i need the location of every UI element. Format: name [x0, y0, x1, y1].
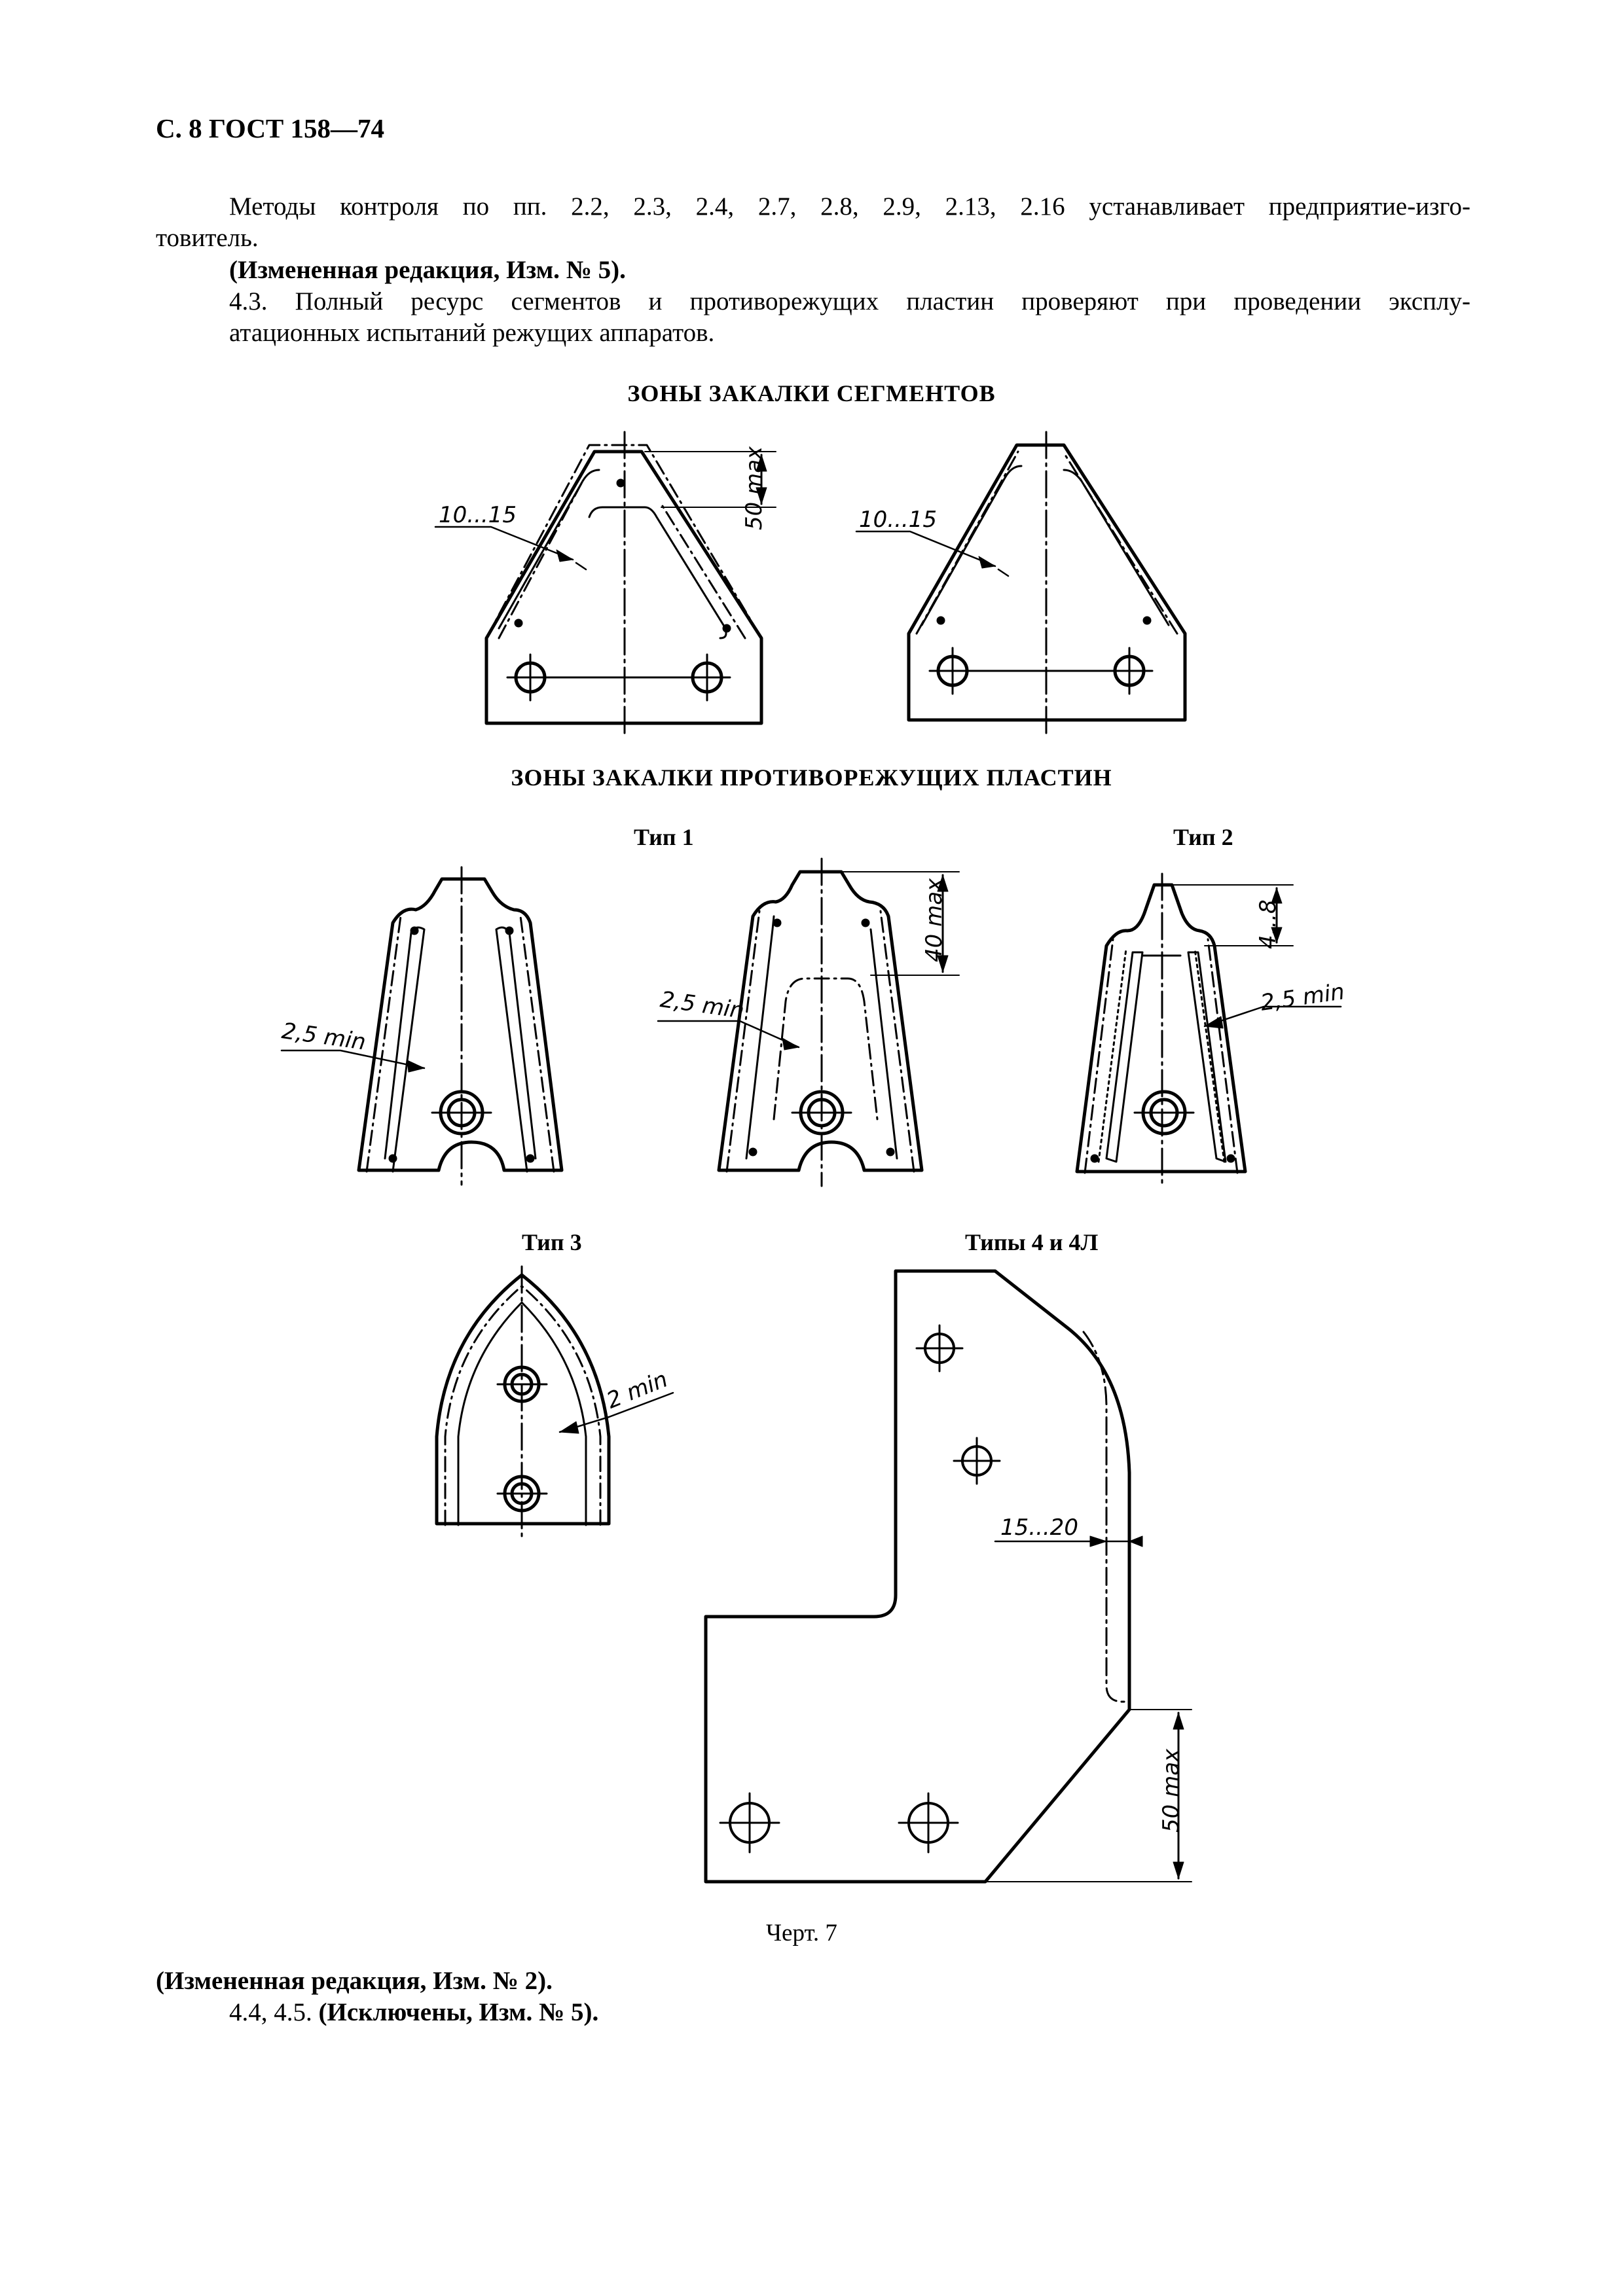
paragraph-methods-line1: Методы контроля по пп. 2.2, 2.3, 2.4, 2.7, 2.8, 2.9, 2.13, 2.16 устанавливает предприятие-изго- [229, 192, 1470, 221]
dim-plate4-width: 15...20 [1000, 1515, 1078, 1541]
figure-caption: Черт. 7 [766, 1920, 837, 1946]
dim-plate2-height: 4...8 [1255, 899, 1281, 949]
plate-type4-drawing [706, 1271, 1192, 1882]
dim-plate3-min: 2 min [603, 1366, 672, 1414]
paragraph-methods-line2: товитель. [156, 224, 259, 252]
section-title-segments: ЗОНЫ ЗАКАЛКИ СЕГМЕНТОВ [627, 380, 996, 406]
caption-type3: Тип 3 [522, 1229, 582, 1255]
plate-type1b-drawing [658, 859, 959, 1186]
paragraph-4-4-4-5-number: 4.4, 4.5. [229, 1998, 312, 2026]
segment-left-drawing [435, 432, 776, 736]
caption-type2: Тип 2 [1173, 824, 1233, 850]
dim-segment-right-width: 10...15 [859, 507, 937, 533]
dim-segment-left-width: 10...15 [439, 502, 517, 528]
section-title-plates: ЗОНЫ ЗАКАЛКИ ПРОТИВОРЕЖУЩИХ ПЛАСТИН [511, 764, 1112, 791]
segment-right-drawing [856, 432, 1185, 733]
caption-type4: Типы 4 и 4Л [965, 1229, 1099, 1255]
caption-type1: Тип 1 [634, 824, 694, 850]
page-header: С. 8 ГОСТ 158—74 [156, 113, 385, 143]
paragraph-4-3-line2: атационных испытаний режущих аппаратов. [229, 319, 715, 347]
dim-plate1b-min: 2,5 min [658, 986, 746, 1024]
dim-plate1b-height: 40 max [921, 878, 947, 962]
plate-type2-drawing [1077, 874, 1341, 1185]
dim-plate4-height: 50 max [1158, 1748, 1184, 1833]
amendment-note-5: (Измененная редакция, Изм. № 5). [229, 256, 626, 284]
paragraph-4-4-4-5 [229, 1997, 598, 2028]
paragraph-4-3-line1: 4.3. Полный ресурс сегментов и противорежущих пластин проверяют при проведении эксплу- [229, 287, 1470, 315]
dim-segment-left-height: 50 max [741, 446, 767, 530]
amendment-note-2: (Измененная редакция, Изм. № 2). [156, 1967, 553, 1995]
dim-plate2-min: 2,5 min [1258, 978, 1347, 1016]
dim-plate1a-min: 2,5 min [280, 1018, 368, 1056]
paragraph-4-4-4-5-excluded: (Исключены, Изм. № 5). [318, 1998, 599, 2026]
